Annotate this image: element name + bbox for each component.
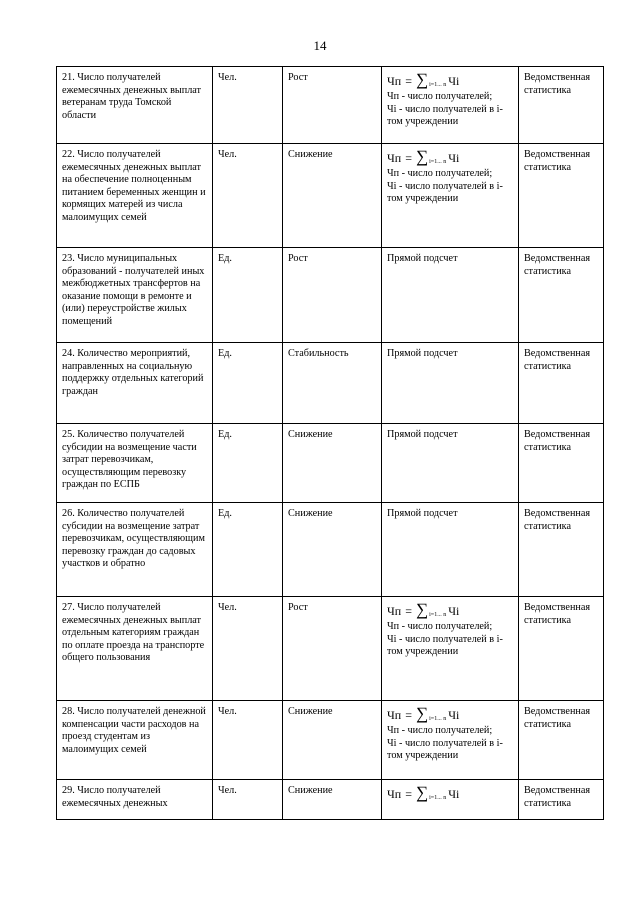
formula-legend-line: Чп - число получателей; xyxy=(387,725,493,736)
table-row xyxy=(57,343,604,424)
data-source-cell: Ведомственная статистика xyxy=(519,248,604,343)
table-row xyxy=(57,424,604,503)
formula-sum-index: i=1... n xyxy=(429,159,447,165)
calculation-method-cell xyxy=(382,144,519,248)
data-source-cell: Ведомственная статистика xyxy=(519,144,604,248)
formula-rhs: Чi xyxy=(448,787,460,801)
formula-sum-symbol: ∑ xyxy=(416,783,429,802)
table-row xyxy=(57,597,604,701)
indicator-name-cell: 23. Число муниципальных образований - получателей иных межбюджетных трансфертов на оказание помощи в ремонте и (или) переустройстве жилых помещений xyxy=(57,248,213,343)
sum-formula xyxy=(387,72,513,88)
unit-cell: Чел. xyxy=(213,144,283,248)
sum-formula xyxy=(387,785,513,801)
sum-formula xyxy=(387,706,513,722)
table-row xyxy=(57,701,604,780)
formula-sum-index: i=1... n xyxy=(429,795,447,801)
formula-sum-index: i=1... n xyxy=(429,716,447,722)
data-source-cell: Ведомственная статистика xyxy=(519,780,604,820)
sum-formula xyxy=(387,602,513,618)
trend-cell: Снижение xyxy=(283,780,382,820)
unit-cell: Чел. xyxy=(213,67,283,144)
formula-sum-index: i=1... n xyxy=(429,612,447,618)
indicator-name-cell: 25. Количество получателей субсидии на возмещение части затрат перевозчикам, осуществляющим перевозку граждан по ЕСПБ xyxy=(57,424,213,503)
calculation-method-cell xyxy=(382,597,519,701)
formula-sum-symbol: ∑ xyxy=(416,70,429,89)
table-row xyxy=(57,67,604,144)
formula-legend-line: Чп - число получателей; xyxy=(387,621,493,632)
trend-cell: Рост xyxy=(283,248,382,343)
unit-cell: Ед. xyxy=(213,343,283,424)
formula-lhs: Чп xyxy=(387,787,402,801)
formula-legend-line: Чi - число получателей в i-том учреждении xyxy=(387,180,503,205)
unit-cell: Ед. xyxy=(213,424,283,503)
indicator-name-cell: 28. Число получателей денежной компенсации части расходов на проезд студентам из малоимущих семей xyxy=(57,701,213,780)
formula-lhs: Чп xyxy=(387,151,402,165)
formula-sum-symbol: ∑ xyxy=(416,147,429,166)
trend-cell: Стабильность xyxy=(283,343,382,424)
table-row xyxy=(57,248,604,343)
formula-legend-line: Чi - число получателей в i-том учреждении xyxy=(387,737,503,762)
formula-legend-line: Чп - число получателей; xyxy=(387,91,493,102)
formula-rhs: Чi xyxy=(448,151,460,165)
trend-cell: Снижение xyxy=(283,144,382,248)
unit-cell: Ед. xyxy=(213,248,283,343)
unit-cell: Чел. xyxy=(213,780,283,820)
indicator-name-cell: 21. Число получателей ежемесячных денежных выплат ветеранам труда Томской области xyxy=(57,67,213,144)
indicator-name-cell: 26. Количество получателей субсидии на возмещение затрат перевозчикам, осуществляющим перевозку граждан до садовых участков и обратно xyxy=(57,503,213,597)
data-source-cell: Ведомственная статистика xyxy=(519,597,604,701)
unit-cell: Ед. xyxy=(213,503,283,597)
indicator-name-cell: 24. Количество мероприятий, направленных на социальную поддержку отдельных категорий граждан xyxy=(57,343,213,424)
indicator-name-cell: 29. Число получателей ежемесячных денежных xyxy=(57,780,213,820)
trend-cell: Снижение xyxy=(283,701,382,780)
formula-lhs: Чп xyxy=(387,708,402,722)
trend-cell: Рост xyxy=(283,597,382,701)
formula-equals: = xyxy=(405,604,413,618)
formula-equals: = xyxy=(405,151,413,165)
formula-sum-symbol: ∑ xyxy=(416,704,429,723)
data-source-cell: Ведомственная статистика xyxy=(519,67,604,144)
formula-legend-line: Чi - число получателей в i-том учреждении xyxy=(387,103,503,128)
formula-equals: = xyxy=(405,787,413,801)
calculation-method-cell xyxy=(382,701,519,780)
indicator-name-cell: 27. Число получателей ежемесячных денежных выплат отдельным категориям граждан по оплате проезда на транспорте общего пользования xyxy=(57,597,213,701)
unit-cell: Чел. xyxy=(213,597,283,701)
data-source-cell: Ведомственная статистика xyxy=(519,701,604,780)
calculation-method-cell xyxy=(382,67,519,144)
trend-cell: Снижение xyxy=(283,503,382,597)
data-source-cell: Ведомственная статистика xyxy=(519,503,604,597)
table-row xyxy=(57,144,604,248)
data-source-cell: Ведомственная статистика xyxy=(519,343,604,424)
formula-equals: = xyxy=(405,708,413,722)
trend-cell: Рост xyxy=(283,67,382,144)
indicators-table xyxy=(56,66,604,820)
sum-formula xyxy=(387,149,513,165)
calculation-method-cell: Прямой подсчет xyxy=(382,343,519,424)
calculation-method-cell: Прямой подсчет xyxy=(382,424,519,503)
calculation-method-cell xyxy=(382,780,519,820)
trend-cell: Снижение xyxy=(283,424,382,503)
formula-lhs: Чп xyxy=(387,604,402,618)
formula-rhs: Чi xyxy=(448,74,460,88)
indicator-name-cell: 22. Число получателей ежемесячных денежных выплат на обеспечение полноценным питанием беременных женщин и кормящих матерей из числа малоимущих семей xyxy=(57,144,213,248)
data-source-cell: Ведомственная статистика xyxy=(519,424,604,503)
formula-lhs: Чп xyxy=(387,74,402,88)
formula-rhs: Чi xyxy=(448,708,460,722)
formula-sum-index: i=1... n xyxy=(429,82,447,88)
formula-equals: = xyxy=(405,74,413,88)
formula-sum-symbol: ∑ xyxy=(416,600,429,619)
unit-cell: Чел. xyxy=(213,701,283,780)
table-row xyxy=(57,780,604,820)
calculation-method-cell: Прямой подсчет xyxy=(382,503,519,597)
page-number: 14 xyxy=(313,38,327,53)
formula-rhs: Чi xyxy=(448,604,460,618)
table-row xyxy=(57,503,604,597)
formula-legend-line: Чп - число получателей; xyxy=(387,168,493,179)
formula-legend-line: Чi - число получателей в i-том учреждении xyxy=(387,633,503,658)
calculation-method-cell: Прямой подсчет xyxy=(382,248,519,343)
